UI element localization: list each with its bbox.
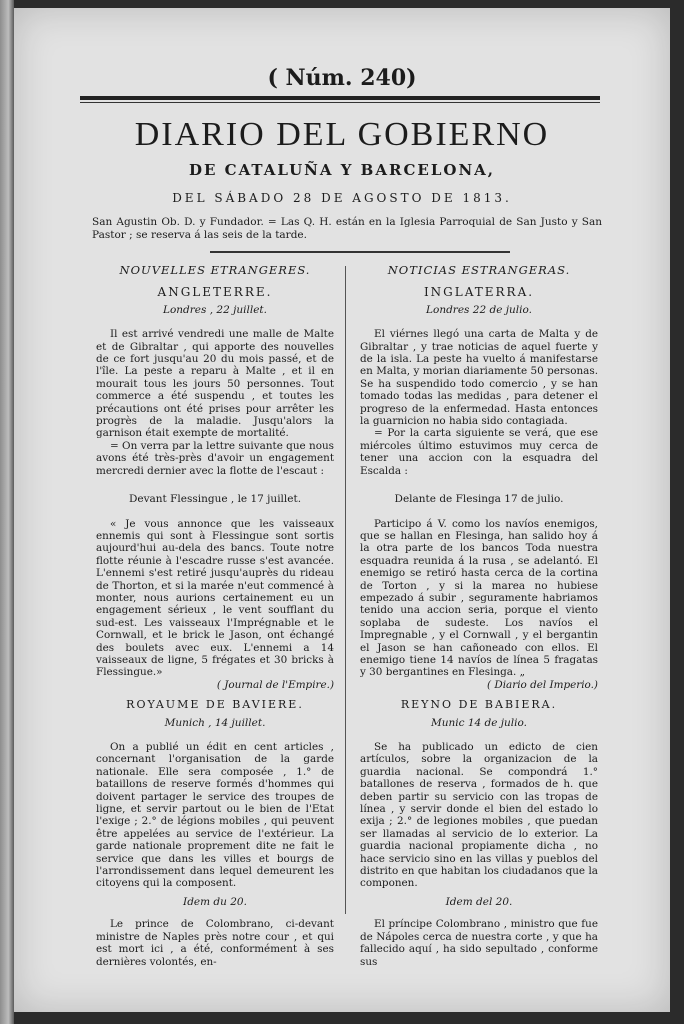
column-divider bbox=[345, 266, 346, 914]
header-rule-thick bbox=[80, 96, 600, 100]
article-paragraph: = On verra par la lettre suivante que nous avons été très-près d'avoir un engagement mercredi dernier avec la flotte de l'escaut : bbox=[96, 439, 334, 477]
article-paragraph: Participo á V. como los navíos enemigos, que se hallan en Flesinga, han salido hoy á la otra parte de los bancos Toda nuestra esquadra reunida á la rusa , se adelantó. El enemigo se retiró hasta cerca de la cortina de Torton , y si la marea no hubiese empezado á subir , seguramente habriamos tenido una accion seria, porque el viento soplaba de sudeste. Los navíos el Impregnable , y el Cornwall , y el bergantin el Jason se han cañoneado con ellos. El enemigo tiene 14 navíos de línea 5 fragatas y 30 bergantines en Flesinga. „ bbox=[360, 517, 598, 679]
issue-date: DEL SÁBADO 28 DE AGOSTO DE 1813. bbox=[172, 191, 512, 205]
adjacent-page-edge bbox=[0, 0, 14, 1024]
section-heading: NOTICIAS ESTRANGERAS. bbox=[387, 263, 571, 277]
header-rule-thin bbox=[80, 102, 600, 103]
issue-number: ( Núm. 240) bbox=[267, 65, 417, 91]
article-paragraph: « Je vous annonce que les vaisseaux ennemis qui sont à Flessingue sont sortis aujourd'hui au-dela des bancs. Toute notre flotte réunie à l'escadre russe s'est avancée. L'ennemi s'est retiré jusqu'auprès du rideau de Thorton, et si la marée n'eut commencé à monter, nous aurions certainement eu un engagement sérieux , le vent soufflant du sud-est. Les vaisseaux l'Imprégnable et le Cornwall, et le brick le Jason, ont échangé des boulets avec eux. L'ennemi a 14 vaisseaux de ligne, 5 frégates et 30 bricks à Flessingue.» bbox=[96, 517, 334, 679]
source-credit: ( Journal de l'Empire.) bbox=[216, 678, 334, 691]
dateline: Munic 14 de julio. bbox=[430, 716, 528, 729]
article-paragraph: El príncipe Colombrano , ministro que fue de Nápoles cerca de nuestra corte , y que ha fallecido aquí , ha sido sepultado , conforme sus bbox=[360, 918, 598, 968]
dateline: Munich , 14 juillet. bbox=[164, 716, 266, 729]
saints-notice: San Agustin Ob. D. y Fundador. = Las Q. H. están en la Iglesia Parroquial de San Justo y San Pastor ; se reserva á las seis de la tarde. bbox=[92, 216, 602, 241]
country-heading: ROYAUME DE BAVIERE. bbox=[126, 698, 304, 712]
french-column bbox=[96, 264, 334, 968]
article-paragraph: Se ha publicado un edicto de cien artículos, sobre la organizacion de la guardia nacional. Se compondrá 1.° batallones de reserva , formados de h. que deben partir su servicio con las tropas de línea , y servir donde el bien del estado lo exija ; 2.° de legiones mobiles , que puedan ser llamadas al servicio de lo exterior. La guardia nacional propiamente dicha , no hace servicio sino en las villas y pueblos del distrito en que habitan los ciudadanos que la componen. bbox=[360, 741, 598, 890]
newspaper-subtitle: DE CATALUÑA Y BARCELONA, bbox=[188, 161, 496, 179]
newspaper-page bbox=[14, 8, 670, 1012]
dateline: Delante de Flesinga 17 de julio. bbox=[394, 493, 564, 506]
dateline: Idem du 20. bbox=[183, 895, 247, 908]
article-paragraph: On a publié un édit en cent articles , concernant l'organisation de la garde nationale. Elle sera composée , 1.° de bataillons de reserve formés d'hommes qui doivent partager le service des troupes de ligne, et servir partout ou le bien de l'Etat l'exige ; 2.° de légions mobiles , qui peuvent être appelées au service de l'extérieur. La garde nationale proprement dite ne fait le service que dans les villes et bourgs de l'arrondissement dans lequel demeurent les citoyens qui la composent. bbox=[96, 741, 334, 890]
article-paragraph: El viérnes llegó una carta de Malta y de Gibraltar , y trae noticias de aquel fuerte y de la isla. La peste ha vuelto á manifestarse en Malta, y morian diariamente 50 personas. Se ha suspendido todo comercio , y se han tomado todas las medidas , para detener el progreso de la enfermedad. Hasta entonces la guarnicion no habia sido contagiada. bbox=[360, 328, 598, 428]
article-paragraph: Il est arrivé vendredi une malle de Malte et de Gibraltar , qui apporte des nouvelles de ce fort jusqu'au 20 du mois passé, et de l'île. La peste a reparu à Malte , et il en mourait tous les jours 50 personnes. Tout commerce a été suspendu , et toutes les précautions ont été prises pour arrêter les progrès de la maladie. Jusqu'alors la garnison était exempte de mortalité. bbox=[96, 328, 334, 440]
spanish-column bbox=[360, 264, 598, 968]
article-paragraph: = Por la carta siguiente se verá, que ese miércoles último estuvimos muy cerca de tener una accion con la esquadra del Escalda : bbox=[360, 427, 598, 477]
country-heading: ANGLETERRE. bbox=[157, 285, 273, 300]
country-heading: INGLATERRA. bbox=[423, 285, 535, 300]
newspaper-title: DIARIO DEL GOBIERNO bbox=[134, 116, 550, 153]
country-heading: REYNO DE BABIERA. bbox=[400, 698, 558, 712]
source-credit: ( Diario del Imperio.) bbox=[487, 678, 598, 691]
article-paragraph: Le prince de Colombrano, ci-devant ministre de Naples près notre cour , et qui est mort ici , a été, conformément à ses dernières volontés, en- bbox=[96, 918, 334, 968]
masthead-divider bbox=[210, 251, 510, 253]
dateline: Londres , 22 juillet. bbox=[163, 303, 267, 316]
dateline: Idem del 20. bbox=[445, 895, 513, 908]
dateline: Devant Flessingue , le 17 juillet. bbox=[128, 493, 302, 506]
dateline: Londres 22 de julio. bbox=[426, 303, 532, 316]
section-heading: NOUVELLES ETRANGERES. bbox=[119, 263, 311, 277]
